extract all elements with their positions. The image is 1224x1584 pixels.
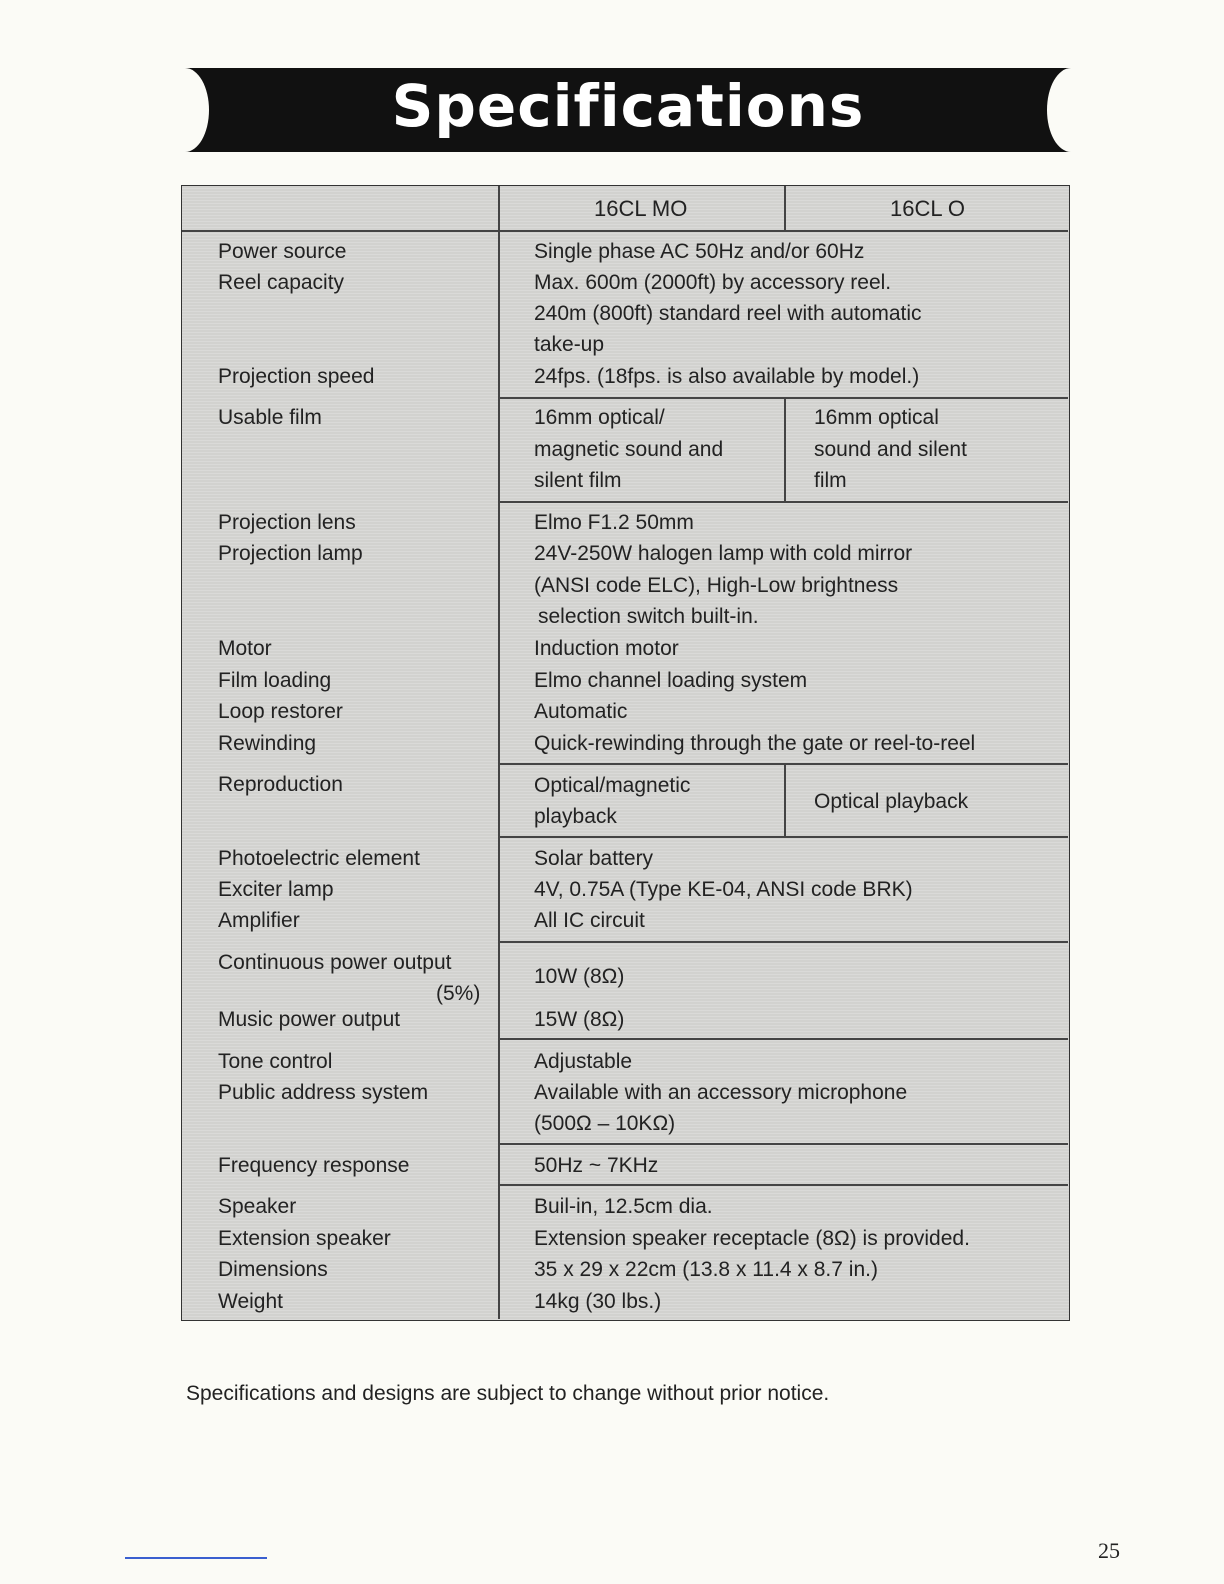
label-projection-lamp: Projection lamp	[218, 542, 363, 565]
value-projection-lens: Elmo F1.2 50mm	[534, 511, 694, 534]
title-banner	[173, 68, 1083, 152]
model-divider	[784, 397, 786, 501]
label-rewinding: Rewinding	[218, 732, 317, 755]
label-public-address-system: Public address system	[218, 1081, 429, 1104]
label-film-loading: Film loading	[218, 669, 332, 692]
value-usable-film-mo: 16mm optical/	[534, 406, 665, 429]
label-dimensions: Dimensions	[218, 1258, 328, 1281]
value-reproduction-mo: Optical/magnetic	[534, 774, 691, 797]
value-dimensions: 35 x 29 x 22cm (13.8 x 11.4 x 8.7 in.)	[534, 1258, 878, 1281]
label-reel-capacity: Reel capacity	[218, 271, 345, 294]
value-music-power-output: 15W (8Ω)	[534, 1008, 625, 1031]
value-reel-capacity: take-up	[534, 333, 605, 356]
value-projection-lamp: (ANSI code ELC), High-Low brightness	[534, 574, 899, 597]
value-reel-capacity: 240m (800ft) standard reel with automatic	[534, 302, 922, 325]
column-divider	[498, 186, 500, 1319]
label-weight: Weight	[218, 1290, 283, 1313]
value-exciter-lamp: 4V, 0.75A (Type KE-04, ANSI code BRK)	[534, 878, 913, 901]
label-loop-restorer: Loop restorer	[218, 700, 343, 723]
label-photoelectric-element: Photoelectric element	[218, 847, 420, 870]
footer-note: Specifications and designs are subject to change without prior notice.	[186, 1382, 830, 1405]
label-projection-lens: Projection lens	[218, 511, 356, 534]
value-public-address-system: Available with an accessory microphone	[534, 1081, 908, 1104]
label-music-power-output: Music power output	[218, 1008, 401, 1031]
label-amplifier: Amplifier	[218, 909, 300, 932]
label-projection-speed: Projection speed	[218, 365, 375, 388]
value-usable-film-o: 16mm optical	[814, 406, 939, 429]
row-divider	[498, 1184, 1068, 1186]
value-motor: Induction motor	[534, 637, 679, 660]
footer-rule	[125, 1557, 267, 1559]
value-extension-speaker: Extension speaker receptacle (8Ω) is provided.	[534, 1227, 970, 1250]
model-divider	[784, 186, 786, 230]
model-header-mo: 16CL MO	[594, 196, 688, 221]
value-usable-film-mo: magnetic sound and	[534, 438, 724, 461]
label-power-source: Power source	[218, 240, 347, 263]
row-divider	[498, 1143, 1068, 1145]
value-continuous-power-output: 10W (8Ω)	[534, 965, 625, 988]
value-frequency-response: 50Hz ~ 7KHz	[534, 1154, 659, 1177]
value-power-source: Single phase AC 50Hz and/or 60Hz	[534, 240, 865, 263]
value-usable-film-o: sound and silent	[814, 438, 967, 461]
label-reproduction: Reproduction	[218, 773, 343, 796]
label-continuous-power-note: (5%)	[436, 982, 481, 1005]
label-tone-control: Tone control	[218, 1050, 333, 1073]
model-divider	[784, 763, 786, 836]
value-reproduction-mo: playback	[534, 805, 617, 828]
label-motor: Motor	[218, 637, 272, 660]
row-divider	[498, 501, 1068, 503]
value-loop-restorer: Automatic	[534, 700, 628, 723]
value-projection-speed: 24fps. (18fps. is also available by model.)	[534, 365, 920, 388]
value-public-address-system: (500Ω – 10KΩ)	[534, 1112, 676, 1135]
value-photoelectric-element: Solar battery	[534, 847, 654, 870]
label-extension-speaker: Extension speaker	[218, 1227, 391, 1250]
model-header-o: 16CL O	[890, 196, 966, 221]
label-usable-film: Usable film	[218, 406, 322, 429]
row-divider	[498, 397, 1068, 399]
value-rewinding: Quick-rewinding through the gate or reel-to-reel	[534, 732, 976, 755]
value-projection-lamp: 24V-250W halogen lamp with cold mirror	[534, 542, 913, 565]
value-projection-lamp: selection switch built-in.	[538, 605, 759, 628]
label-continuous-power-output: Continuous power output	[218, 951, 452, 974]
value-reel-capacity: Max. 600m (2000ft) by accessory reel.	[534, 271, 892, 294]
row-divider	[498, 763, 1068, 765]
label-speaker: Speaker	[218, 1195, 297, 1218]
value-tone-control: Adjustable	[534, 1050, 633, 1073]
value-usable-film-o: film	[814, 469, 847, 492]
label-frequency-response: Frequency response	[218, 1154, 410, 1177]
value-reproduction-o: Optical playback	[814, 790, 969, 813]
specifications-table	[181, 185, 1070, 1321]
page-title: Specifications	[391, 72, 865, 140]
value-weight: 14kg (30 lbs.)	[534, 1290, 662, 1313]
row-divider	[498, 836, 1068, 838]
page-number: 25	[1098, 1538, 1120, 1563]
row-divider	[498, 941, 1068, 943]
row-divider	[498, 1038, 1068, 1040]
value-speaker: Buil-in, 12.5cm dia.	[534, 1195, 713, 1218]
value-film-loading: Elmo channel loading system	[534, 669, 808, 692]
row-divider	[182, 230, 1068, 232]
value-amplifier: All IC circuit	[534, 909, 645, 932]
label-exciter-lamp: Exciter lamp	[218, 878, 334, 901]
value-usable-film-mo: silent film	[534, 469, 622, 492]
